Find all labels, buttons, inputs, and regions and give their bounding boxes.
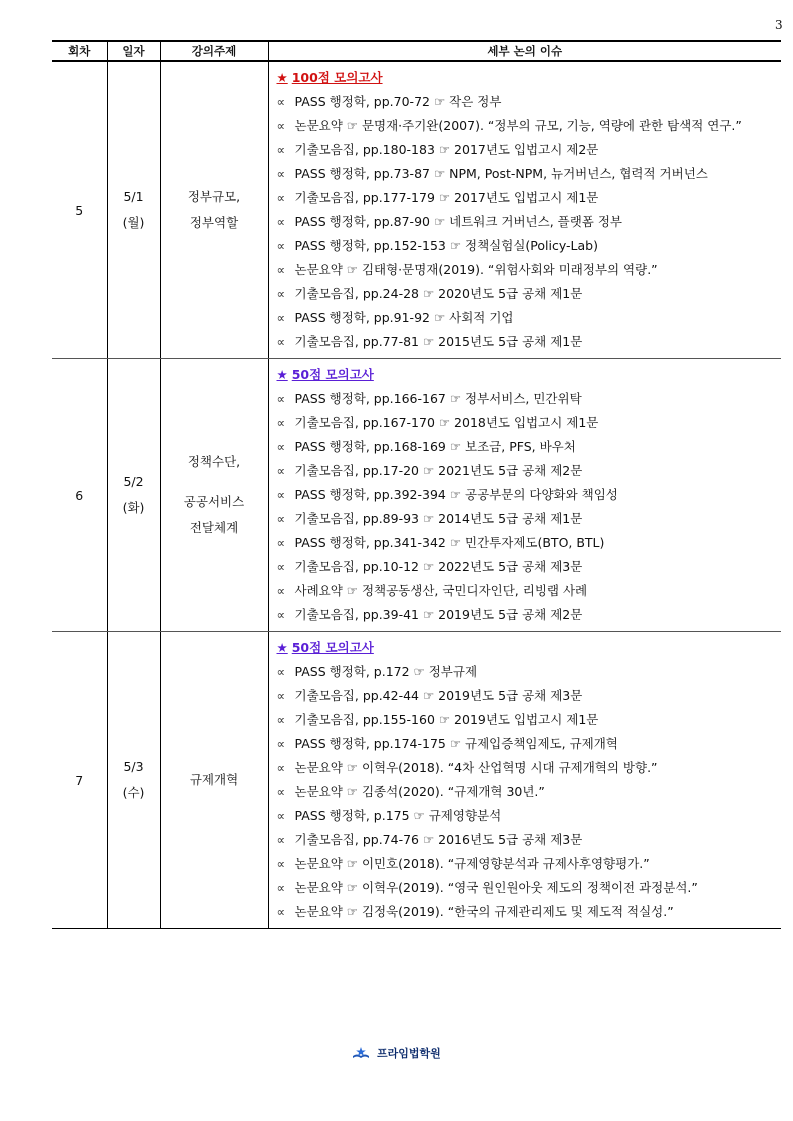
table-row — [52, 632, 781, 929]
session-number: 5 — [52, 61, 107, 359]
issue-item — [277, 603, 782, 627]
issue-text: 기출모음집, pp.89-93 ☞ 2014년도 5급 공채 제1문 — [294, 511, 583, 526]
issue-item — [277, 684, 782, 708]
issue-item — [277, 435, 782, 459]
bullet-icon: ∝ — [276, 239, 286, 253]
bullet-icon: ∝ — [276, 512, 286, 526]
bullet-icon: ∝ — [276, 713, 286, 727]
bullet-icon: ∝ — [276, 881, 286, 895]
issue-text: 논문요약 ☞ 김태형·문명재(2019). “위험사회와 미래정부의 역량.” — [294, 262, 658, 277]
bullet-icon: ∝ — [276, 263, 286, 277]
issue-text: 기출모음집, pp.42-44 ☞ 2019년도 5급 공채 제3문 — [294, 688, 583, 703]
bullet-icon: ∝ — [276, 785, 286, 799]
bullet-icon: ∝ — [276, 191, 286, 205]
bullet-icon: ∝ — [276, 584, 286, 598]
bullet-icon: ∝ — [276, 335, 286, 349]
session-number: 7 — [52, 632, 107, 929]
session-date — [107, 632, 160, 929]
page-number: 3 — [775, 18, 783, 32]
issue-item — [277, 282, 782, 306]
bullet-icon: ∝ — [276, 464, 286, 478]
issue-text: PASS 행정학, pp.174-175 ☞ 규제입증책임제도, 규제개혁 — [294, 736, 618, 751]
weekday-text: (화) — [122, 500, 145, 515]
issue-text: PASS 행정학, pp.152-153 ☞ 정책실험실(Policy-Lab) — [294, 238, 598, 253]
session-number: 6 — [52, 359, 107, 632]
bullet-icon: ∝ — [276, 167, 286, 181]
issue-item — [277, 186, 782, 210]
issue-text: 논문요약 ☞ 김종석(2020). “규제개혁 30년.” — [294, 784, 545, 799]
issue-item — [277, 234, 782, 258]
header-session: 회차 — [52, 41, 107, 61]
bullet-icon: ∝ — [276, 737, 286, 751]
bullet-icon: ∝ — [276, 536, 286, 550]
book-logo-icon — [352, 1046, 370, 1063]
bullet-icon: ∝ — [276, 608, 286, 622]
issue-text: PASS 행정학, pp.168-169 ☞ 보조금, PFS, 바우처 — [294, 439, 576, 454]
issue-text: 기출모음집, pp.17-20 ☞ 2021년도 5급 공채 제2문 — [294, 463, 583, 478]
issue-text: PASS 행정학, pp.392-394 ☞ 공공부문의 다양화와 책임성 — [294, 487, 618, 502]
lecture-topic — [160, 359, 268, 632]
issue-text: 사례요약 ☞ 정책공동생산, 국민디자인단, 리빙랩 사례 — [294, 583, 588, 598]
issue-item — [277, 411, 782, 435]
issue-text: 기출모음집, pp.39-41 ☞ 2019년도 5급 공채 제2문 — [294, 607, 583, 622]
lecture-topic — [160, 632, 268, 929]
table-header-row — [52, 41, 781, 61]
issue-item — [277, 387, 782, 411]
issue-item — [277, 531, 782, 555]
issue-item — [277, 780, 782, 804]
issue-item — [277, 804, 782, 828]
topic-line — [161, 475, 268, 489]
topic-line: 규제개혁 — [189, 772, 239, 787]
issue-item — [277, 828, 782, 852]
issue-text: 논문요약 ☞ 이민호(2018). “규제영향분석과 규제사후영향평가.” — [294, 856, 650, 871]
bullet-icon: ∝ — [276, 440, 286, 454]
bullet-icon: ∝ — [276, 392, 286, 406]
bullet-icon: ∝ — [276, 833, 286, 847]
bullet-icon: ∝ — [276, 905, 286, 919]
header-date: 일자 — [107, 41, 160, 61]
issue-item — [277, 306, 782, 330]
star-icon: ★ — [276, 640, 288, 655]
mock-exam-text: 50점 모의고사 — [291, 640, 374, 655]
issue-item — [277, 555, 782, 579]
issue-text: 논문요약 ☞ 김정욱(2019). “한국의 규제관리제도 및 제도적 적실성.” — [294, 904, 674, 919]
issue-text: PASS 행정학, pp.166-167 ☞ 정부서비스, 민간위탁 — [294, 391, 582, 406]
issue-text: 기출모음집, pp.77-81 ☞ 2015년도 5급 공채 제1문 — [294, 334, 583, 349]
table-row — [52, 359, 781, 632]
issue-text: 논문요약 ☞ 이혁우(2018). “4차 산업혁명 시대 규제개혁의 방향.” — [294, 760, 658, 775]
bullet-icon: ∝ — [276, 311, 286, 325]
issue-text: PASS 행정학, pp.70-72 ☞ 작은 정부 — [294, 94, 502, 109]
issue-item — [277, 876, 782, 900]
bullet-icon: ∝ — [276, 809, 286, 823]
topic-line: 정부규모, — [187, 189, 241, 204]
issue-item — [277, 138, 782, 162]
issue-item — [277, 483, 782, 507]
issue-list — [268, 359, 781, 632]
issue-text: 기출모음집, pp.180-183 ☞ 2017년도 입법고시 제2문 — [294, 142, 599, 157]
bullet-icon: ∝ — [276, 857, 286, 871]
bullet-icon: ∝ — [276, 560, 286, 574]
mock-exam-label — [277, 66, 782, 90]
bullet-icon: ∝ — [276, 119, 286, 133]
bullet-icon: ∝ — [276, 215, 286, 229]
bullet-icon: ∝ — [276, 689, 286, 703]
star-icon: ★ — [276, 70, 288, 85]
topic-line: 공공서비스 — [183, 494, 245, 509]
issue-text: 기출모음집, pp.167-170 ☞ 2018년도 입법고시 제1문 — [294, 415, 599, 430]
issue-item — [277, 114, 782, 138]
bullet-icon: ∝ — [276, 761, 286, 775]
issue-text: 기출모음집, pp.24-28 ☞ 2020년도 5급 공채 제1문 — [294, 286, 583, 301]
issue-item — [277, 459, 782, 483]
bullet-icon: ∝ — [276, 287, 286, 301]
bullet-icon: ∝ — [276, 143, 286, 157]
issue-item — [277, 210, 782, 234]
issue-item — [277, 852, 782, 876]
header-issues: 세부 논의 이슈 — [268, 41, 781, 61]
issue-item — [277, 162, 782, 186]
issue-text: PASS 행정학, p.172 ☞ 정부규제 — [294, 664, 478, 679]
bullet-icon: ∝ — [276, 95, 286, 109]
lecture-topic — [160, 61, 268, 359]
topic-line: 정부역할 — [189, 215, 239, 230]
issue-text: 기출모음집, pp.177-179 ☞ 2017년도 입법고시 제1문 — [294, 190, 599, 205]
header-topic: 강의주제 — [160, 41, 268, 61]
bullet-icon: ∝ — [276, 665, 286, 679]
issue-list — [268, 632, 781, 929]
mock-exam-label — [277, 636, 782, 660]
footer-brand: 프라임법학원 — [377, 1047, 441, 1060]
issue-item — [277, 708, 782, 732]
issue-text: 논문요약 ☞ 문명재·주기완(2007). “정부의 규모, 기능, 역량에 관한 탐색적 연구.” — [294, 118, 742, 133]
issue-text: PASS 행정학, p.175 ☞ 규제영향분석 — [294, 808, 502, 823]
star-icon: ★ — [276, 367, 288, 382]
issue-text: 기출모음집, pp.10-12 ☞ 2022년도 5급 공채 제3문 — [294, 559, 583, 574]
date-text: 5/1 — [123, 189, 144, 204]
issue-text: PASS 행정학, pp.91-92 ☞ 사회적 기업 — [294, 310, 514, 325]
issue-item — [277, 732, 782, 756]
bullet-icon: ∝ — [276, 416, 286, 430]
issue-list — [268, 61, 781, 359]
mock-exam-label — [277, 363, 782, 387]
weekday-text: (월) — [122, 215, 145, 230]
session-date — [107, 359, 160, 632]
issue-item — [277, 258, 782, 282]
topic-line: 정책수단, — [187, 454, 241, 469]
issue-text: PASS 행정학, pp.341-342 ☞ 민간투자제도(BTO, BTL) — [294, 535, 605, 550]
issue-item — [277, 579, 782, 603]
issue-text: PASS 행정학, pp.73-87 ☞ NPM, Post-NPM, 뉴거버넌스, 협력적 거버넌스 — [294, 166, 708, 181]
bullet-icon: ∝ — [276, 488, 286, 502]
issue-text: 기출모음집, pp.155-160 ☞ 2019년도 입법고시 제1문 — [294, 712, 599, 727]
issue-item — [277, 756, 782, 780]
table-row — [52, 61, 781, 359]
issue-item — [277, 330, 782, 354]
issue-text: 논문요약 ☞ 이혁우(2019). “영국 원인원아웃 제도의 정책이전 과정분석.” — [294, 880, 698, 895]
mock-exam-text: 100점 모의고사 — [291, 70, 383, 85]
weekday-text: (수) — [122, 785, 145, 800]
footer — [0, 1045, 793, 1063]
date-text: 5/3 — [123, 759, 144, 774]
issue-item — [277, 90, 782, 114]
schedule-table — [52, 40, 781, 929]
issue-text: PASS 행정학, pp.87-90 ☞ 네트워크 거버넌스, 플랫폼 정부 — [294, 214, 622, 229]
issue-item — [277, 900, 782, 924]
topic-line: 전달체계 — [189, 520, 239, 535]
issue-text: 기출모음집, pp.74-76 ☞ 2016년도 5급 공채 제3문 — [294, 832, 583, 847]
mock-exam-text: 50점 모의고사 — [291, 367, 374, 382]
issue-item — [277, 660, 782, 684]
issue-item — [277, 507, 782, 531]
session-date — [107, 61, 160, 359]
date-text: 5/2 — [123, 474, 144, 489]
